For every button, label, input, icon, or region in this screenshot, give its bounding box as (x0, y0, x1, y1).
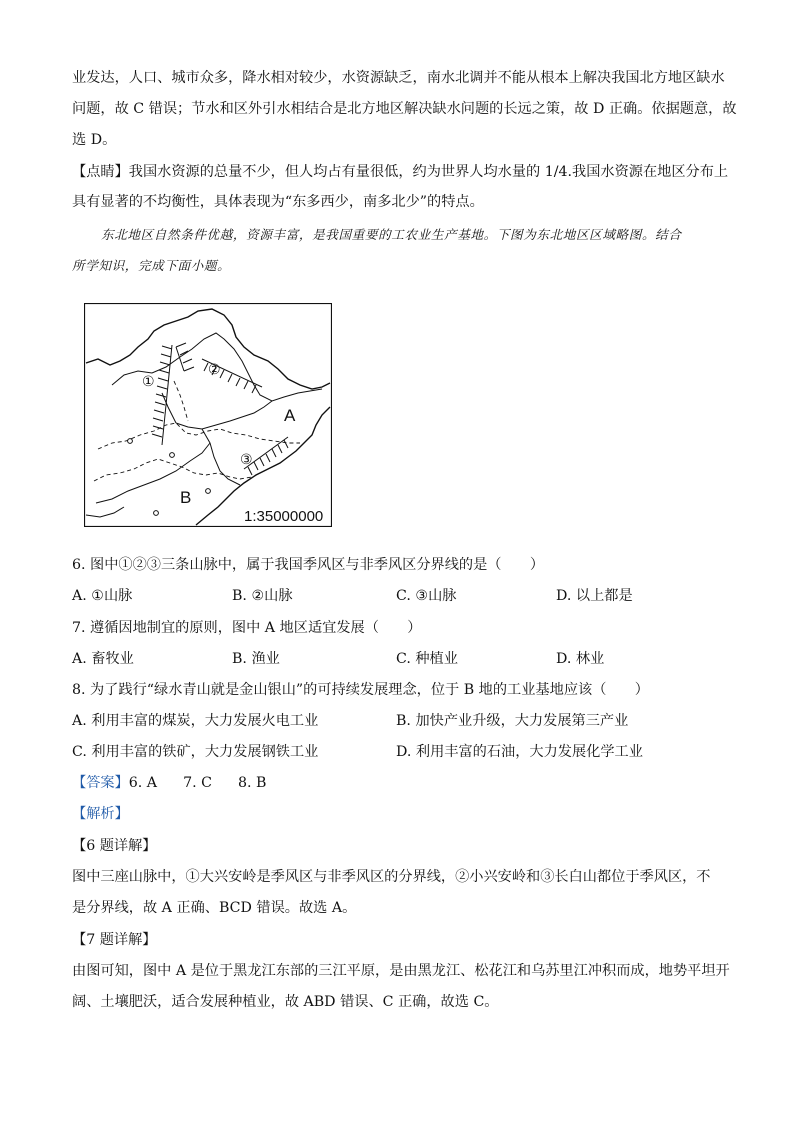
detail-7-line-1: 由图可知，图中 A 是位于黑龙江东部的三江平原，是由黑龙江、松花江和乌苏里江冲积而成，地势平坦开 (72, 963, 730, 979)
question-7-stem: 7. 遵循因地制宜的原则，图中 A 地区适宜发展（ ） (72, 620, 422, 636)
map-label-b: B (180, 488, 192, 507)
map-scale: 1:35000000 (244, 508, 324, 525)
question-6-stem: 6. 图中①②③三条山脉中，属于我国季风区与非季风区分界线的是（ ） (72, 557, 545, 573)
material-line-2: 所学知识，完成下面小题。 (72, 258, 231, 273)
answer-line (72, 773, 266, 793)
map-label-3: ③ (240, 452, 253, 468)
question-7-option-a: A. 畜牧业 (72, 651, 134, 667)
detail-6-line-1: 图中三座山脉中，①大兴安岭是季风区与非季风区的分界线，②小兴安岭和③长白山都位于季风区，不 (72, 869, 711, 885)
question-7-option-d: D. 林业 (556, 651, 605, 667)
intro-line-2: 问题，故 C 错误；节水和区外引水相结合是北方地区解决缺水问题的长远之策，故 D 正确。依据题意，故 (72, 101, 737, 117)
map-label-2: ② (208, 362, 221, 378)
analysis-label: 【解析】 (72, 806, 129, 822)
answer-7: 7. C (183, 775, 212, 791)
question-8-option-b: B. 加快产业升级，大力发展第三产业 (396, 713, 629, 729)
material-line-1: 东北地区自然条件优越，资源丰富，是我国重要的工农业生产基地。下图为东北地区区域略图。结合 (101, 227, 682, 242)
detail-7-heading: 【7 题详解】 (72, 932, 157, 948)
question-8-option-a: A. 利用丰富的煤炭，大力发展火电工业 (72, 713, 319, 729)
question-6-option-a: A. ①山脉 (72, 588, 133, 604)
question-8-option-d: D. 利用丰富的石油，大力发展化学工业 (396, 744, 643, 760)
detail-6-line-2: 是分界线，故 A 正确、BCD 错误。故选 A。 (72, 900, 357, 916)
intro-line-1: 业发达，人口、城市众多，降水相对较少，水资源缺乏，南水北调并不能从根本上解决我国北方地区缺水 (72, 70, 725, 86)
question-7-option-c: C. 种植业 (396, 651, 458, 667)
detail-7-line-2: 阔、土壤肥沃，适合发展种植业，故 ABD 错误、C 正确，故选 C。 (72, 994, 499, 1010)
map-label-a: A (284, 406, 296, 425)
question-7-option-b: B. 渔业 (232, 651, 280, 667)
answer-label: 【答案】 (72, 775, 129, 791)
question-6-option-d: D. 以上都是 (556, 588, 633, 604)
intro-line-3: 选 D。 (72, 132, 117, 148)
pointer-line-1: 【点睛】我国水资源的总量不少，但人均占有量很低，约为世界人均水量的 1/4.我国水资源在地区分布上 (72, 164, 729, 180)
pointer-line-2: 具有显著的不均衡性，具体表现为“东多西少，南多北少”的特点。 (72, 194, 484, 210)
map-label-1: ① (142, 374, 155, 390)
question-6-option-c: C. ③山脉 (396, 588, 457, 604)
question-6-option-b: B. ②山脉 (232, 588, 293, 604)
detail-6-heading: 【6 题详解】 (72, 838, 157, 854)
question-8-option-c: C. 利用丰富的铁矿，大力发展钢铁工业 (72, 744, 319, 760)
answer-8: 8. B (237, 775, 267, 791)
answer-6: 6. A (128, 775, 158, 791)
northeast-region-map (84, 303, 332, 527)
question-8-stem: 8. 为了践行“绿水青山就是金山银山”的可持续发展理念，位于 B 地的工业基地应该（ ） (72, 682, 649, 698)
